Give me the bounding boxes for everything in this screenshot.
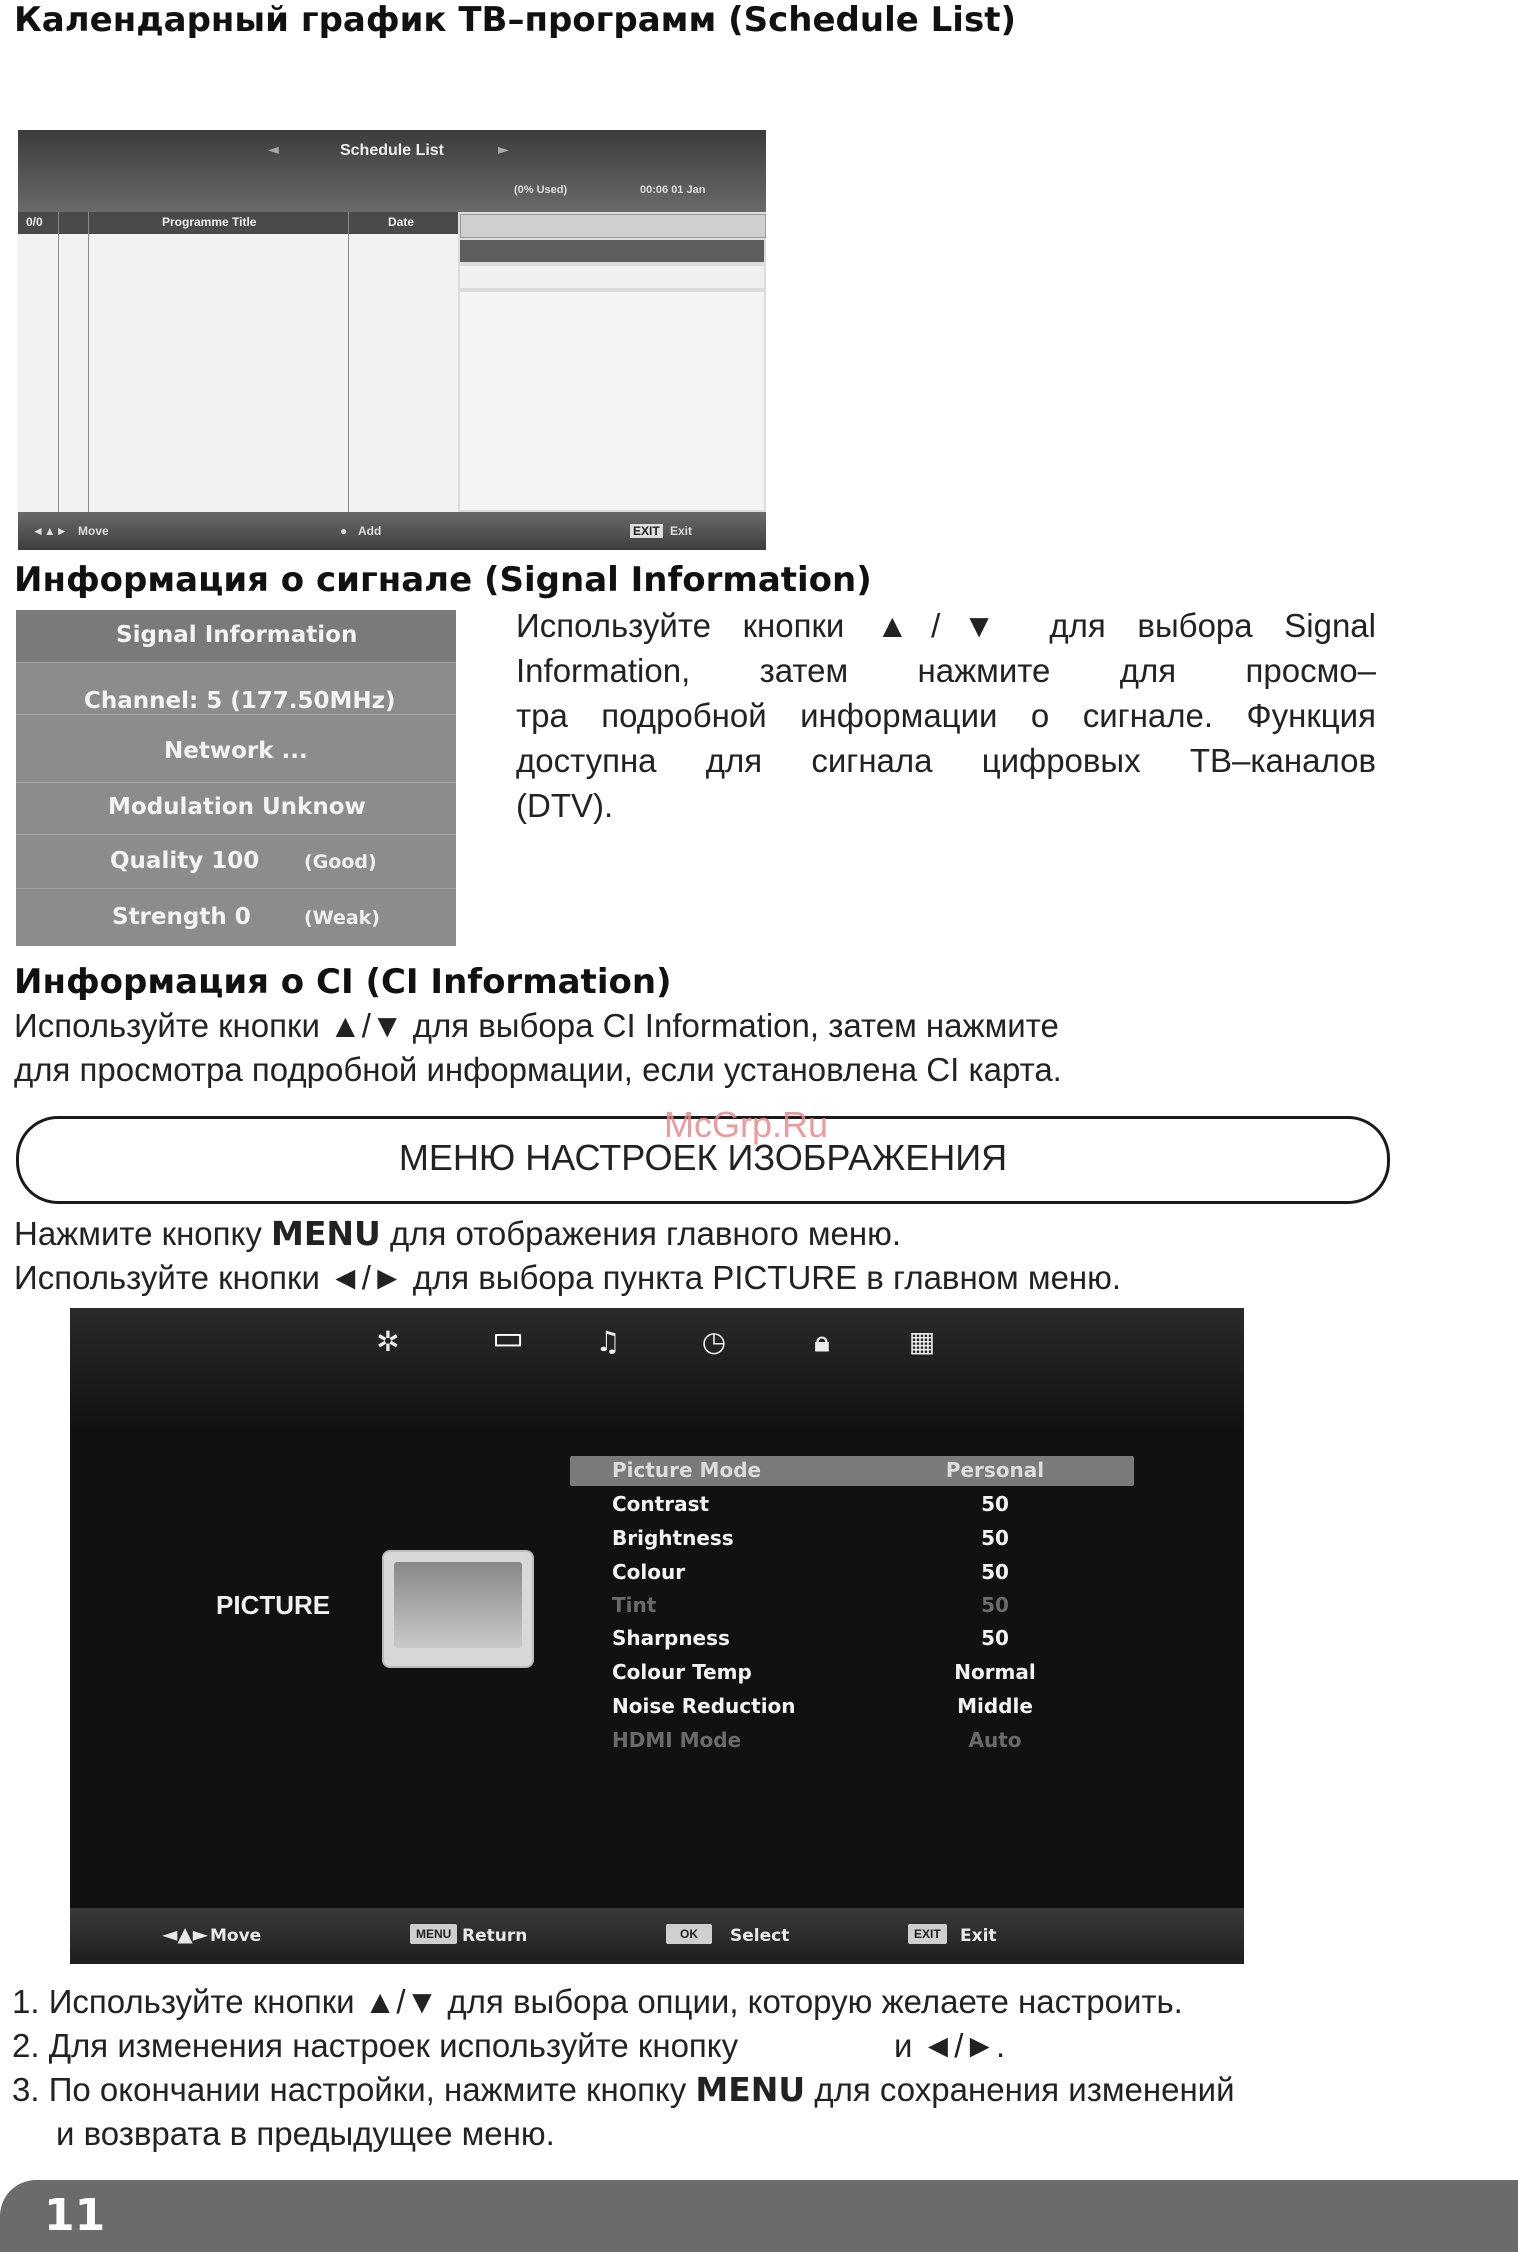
signal-paragraph-line: тра подробной информации о сигнале. Функция bbox=[516, 697, 1376, 734]
monitor-icon[interactable]: ▭ bbox=[491, 1318, 525, 1358]
ci-line: Используйте кнопки ▲/▼ для выбора CI Information, затем нажмите bbox=[14, 1007, 1059, 1044]
schedule-title: Schedule List bbox=[339, 142, 445, 159]
menu-item-value: 50 bbox=[981, 1526, 1009, 1550]
add-icon: ● bbox=[340, 524, 348, 538]
menu-item-sharpness[interactable] bbox=[570, 1624, 1134, 1654]
signal-modulation: Modulation Unknow bbox=[108, 794, 366, 820]
menu-item-value: Personal bbox=[945, 1458, 1045, 1482]
clock-icon[interactable]: ◷ bbox=[701, 1325, 727, 1358]
footer-exit: Exit bbox=[670, 524, 693, 538]
panel-body bbox=[460, 292, 764, 510]
menu-item-hdmi-mode[interactable] bbox=[570, 1726, 1134, 1756]
watermark: McGrp.Ru bbox=[664, 1104, 829, 1145]
schedule-time: 00:06 01 Jan bbox=[640, 184, 706, 196]
signal-row bbox=[16, 730, 456, 783]
signal-row bbox=[16, 890, 456, 942]
tv-screen bbox=[394, 1562, 522, 1648]
footer-exit: Exit bbox=[960, 1926, 997, 1946]
right-arrow-icon: ► bbox=[498, 142, 509, 158]
step-2: 2. Для изменения настроек используйте кнопку и ◄/►. bbox=[12, 2027, 1006, 2064]
move-icon: ◄▲► bbox=[32, 524, 68, 538]
footer-return: Return bbox=[462, 1926, 528, 1946]
footer-move: Move bbox=[78, 524, 109, 538]
menu-intro-text: для отображения главного меню. bbox=[380, 1215, 902, 1252]
banner-title: МЕНЮ НАСТРОЕК ИЗОБРАЖЕНИЯ bbox=[398, 1137, 1008, 1178]
column-divider bbox=[348, 212, 349, 512]
ci-line: для просмотра подробной информации, если установлена CI карта. bbox=[14, 1051, 1062, 1088]
step-3-continued: и возврата в предыдущее меню. bbox=[56, 2115, 555, 2152]
menu-item-colour[interactable] bbox=[570, 1558, 1134, 1588]
signal-quality-tag: (Good) bbox=[304, 851, 377, 873]
step-3-text: 3. По окончании настройки, нажмите кнопку bbox=[12, 2071, 696, 2108]
signal-row bbox=[16, 836, 456, 889]
column-divider bbox=[88, 212, 89, 512]
exit-key-icon: EXIT bbox=[630, 524, 663, 538]
footer-add: Add bbox=[358, 524, 382, 538]
signal-paragraph-line: (DTV). bbox=[516, 787, 614, 824]
schedule-list-screenshot bbox=[18, 130, 766, 550]
menu-item-label: Noise Reduction bbox=[612, 1694, 796, 1718]
menu-item-label: Sharpness bbox=[612, 1626, 730, 1650]
ci-heading: Информация о CI (CI Information) bbox=[14, 962, 672, 1002]
signal-quality: Quality 100 bbox=[110, 848, 260, 874]
left-arrow-icon: ◄ bbox=[268, 142, 279, 158]
menu-item-value: 50 bbox=[981, 1626, 1009, 1650]
panel-bar bbox=[460, 266, 764, 288]
menu-item-value: Normal bbox=[954, 1660, 1036, 1684]
menu-item-brightness[interactable] bbox=[570, 1524, 1134, 1554]
signal-title-row bbox=[16, 610, 456, 663]
schedule-footer bbox=[18, 512, 766, 550]
footer-move: Move bbox=[210, 1926, 262, 1946]
menu-intro-line bbox=[14, 1212, 901, 1256]
move-icon: ◄▲► bbox=[162, 1922, 209, 1946]
music-icon[interactable]: ♫ bbox=[595, 1325, 621, 1358]
menu-item-value: Auto bbox=[968, 1728, 1022, 1752]
menu-item-label: Picture Mode bbox=[612, 1458, 762, 1482]
signal-row bbox=[16, 782, 456, 835]
step-3 bbox=[12, 2068, 1235, 2112]
schedule-side-panel bbox=[458, 212, 766, 512]
menu-item-picture-mode[interactable] bbox=[570, 1456, 1134, 1486]
col-count: 0/0 bbox=[26, 215, 43, 229]
menu-top-band bbox=[70, 1308, 1244, 1428]
exit-key-icon: EXIT bbox=[908, 1924, 947, 1944]
menu-item-noise-reduction[interactable] bbox=[570, 1692, 1134, 1722]
signal-paragraph-line: Используйте кнопки ▲/▼ для выбора Signal bbox=[516, 607, 1376, 644]
menu-item-label: Contrast bbox=[612, 1492, 710, 1516]
menu-item-value: 50 bbox=[981, 1492, 1009, 1516]
menu-item-contrast[interactable] bbox=[570, 1490, 1134, 1520]
signal-heading: Информация о сигнале (Signal Information) bbox=[14, 560, 872, 600]
panel-bar bbox=[460, 214, 766, 238]
menu-item-label: Colour bbox=[612, 1560, 686, 1584]
step-1: 1. Используйте кнопки ▲/▼ для выбора опции, которую желаете настроить. bbox=[12, 1983, 1183, 2020]
signal-network: Network ... bbox=[164, 738, 308, 764]
menu-item-label: Brightness bbox=[612, 1526, 734, 1550]
column-divider bbox=[58, 212, 59, 512]
tv-illustration bbox=[382, 1550, 534, 1668]
menu-intro-text: Нажмите кнопку bbox=[14, 1215, 272, 1252]
menu-item-label: Tint bbox=[612, 1593, 657, 1617]
col-date: Date bbox=[388, 215, 415, 229]
page-number: 11 bbox=[44, 2190, 106, 2241]
menu-item-value: 50 bbox=[981, 1560, 1009, 1584]
menu-key-label: MENU bbox=[271, 1214, 381, 1253]
signal-row bbox=[16, 662, 456, 715]
menu-intro-line: Используйте кнопки ◄/► для выбора пункта PICTURE в главном меню. bbox=[14, 1259, 1122, 1296]
signal-strength-tag: (Weak) bbox=[304, 907, 380, 929]
signal-paragraph-line: доступна для сигнала цифровых ТВ–каналов bbox=[516, 742, 1376, 779]
grid-icon[interactable]: ▦ bbox=[908, 1325, 936, 1358]
panel-bar bbox=[460, 240, 764, 262]
menu-item-tint[interactable] bbox=[570, 1591, 1134, 1621]
page-footer-bar bbox=[0, 2180, 1518, 2252]
menu-item-label: HDMI Mode bbox=[612, 1728, 742, 1752]
menu-item-value: Middle bbox=[957, 1694, 1033, 1718]
footer-select: Select bbox=[730, 1926, 790, 1946]
signal-title: Signal Information bbox=[116, 622, 358, 648]
picture-label: PICTURE bbox=[216, 1590, 331, 1620]
schedule-header-row bbox=[18, 212, 458, 234]
menu-footer bbox=[70, 1908, 1244, 1964]
schedule-table-body[interactable] bbox=[18, 234, 458, 512]
ok-key-icon: OK bbox=[666, 1924, 712, 1944]
picture-menu-screenshot bbox=[70, 1308, 1244, 1964]
signal-info-screenshot bbox=[16, 610, 456, 946]
menu-key-icon: MENU bbox=[410, 1924, 457, 1944]
gear-icon[interactable]: ✲ bbox=[376, 1325, 400, 1358]
menu-item-label: Colour Temp bbox=[612, 1660, 752, 1684]
step-3-text: для сохранения изменений bbox=[805, 2071, 1235, 2108]
signal-paragraph-line: Information, затем нажмите для просмо– bbox=[516, 652, 1376, 689]
lock-icon[interactable]: 🔒︎ bbox=[814, 1325, 830, 1358]
col-programme-title: Programme Title bbox=[162, 215, 257, 229]
menu-item-value: 50 bbox=[981, 1593, 1009, 1617]
menu-item-colour-temp[interactable] bbox=[570, 1658, 1134, 1688]
signal-strength: Strength 0 bbox=[112, 904, 251, 930]
menu-key-label: MENU bbox=[695, 2070, 806, 2109]
schedule-usage: (0% Used) bbox=[514, 184, 568, 196]
schedule-heading: Календарный график ТВ–программ (Schedule List) bbox=[14, 0, 1016, 40]
signal-channel: Channel: 5 (177.50MHz) bbox=[84, 688, 396, 714]
